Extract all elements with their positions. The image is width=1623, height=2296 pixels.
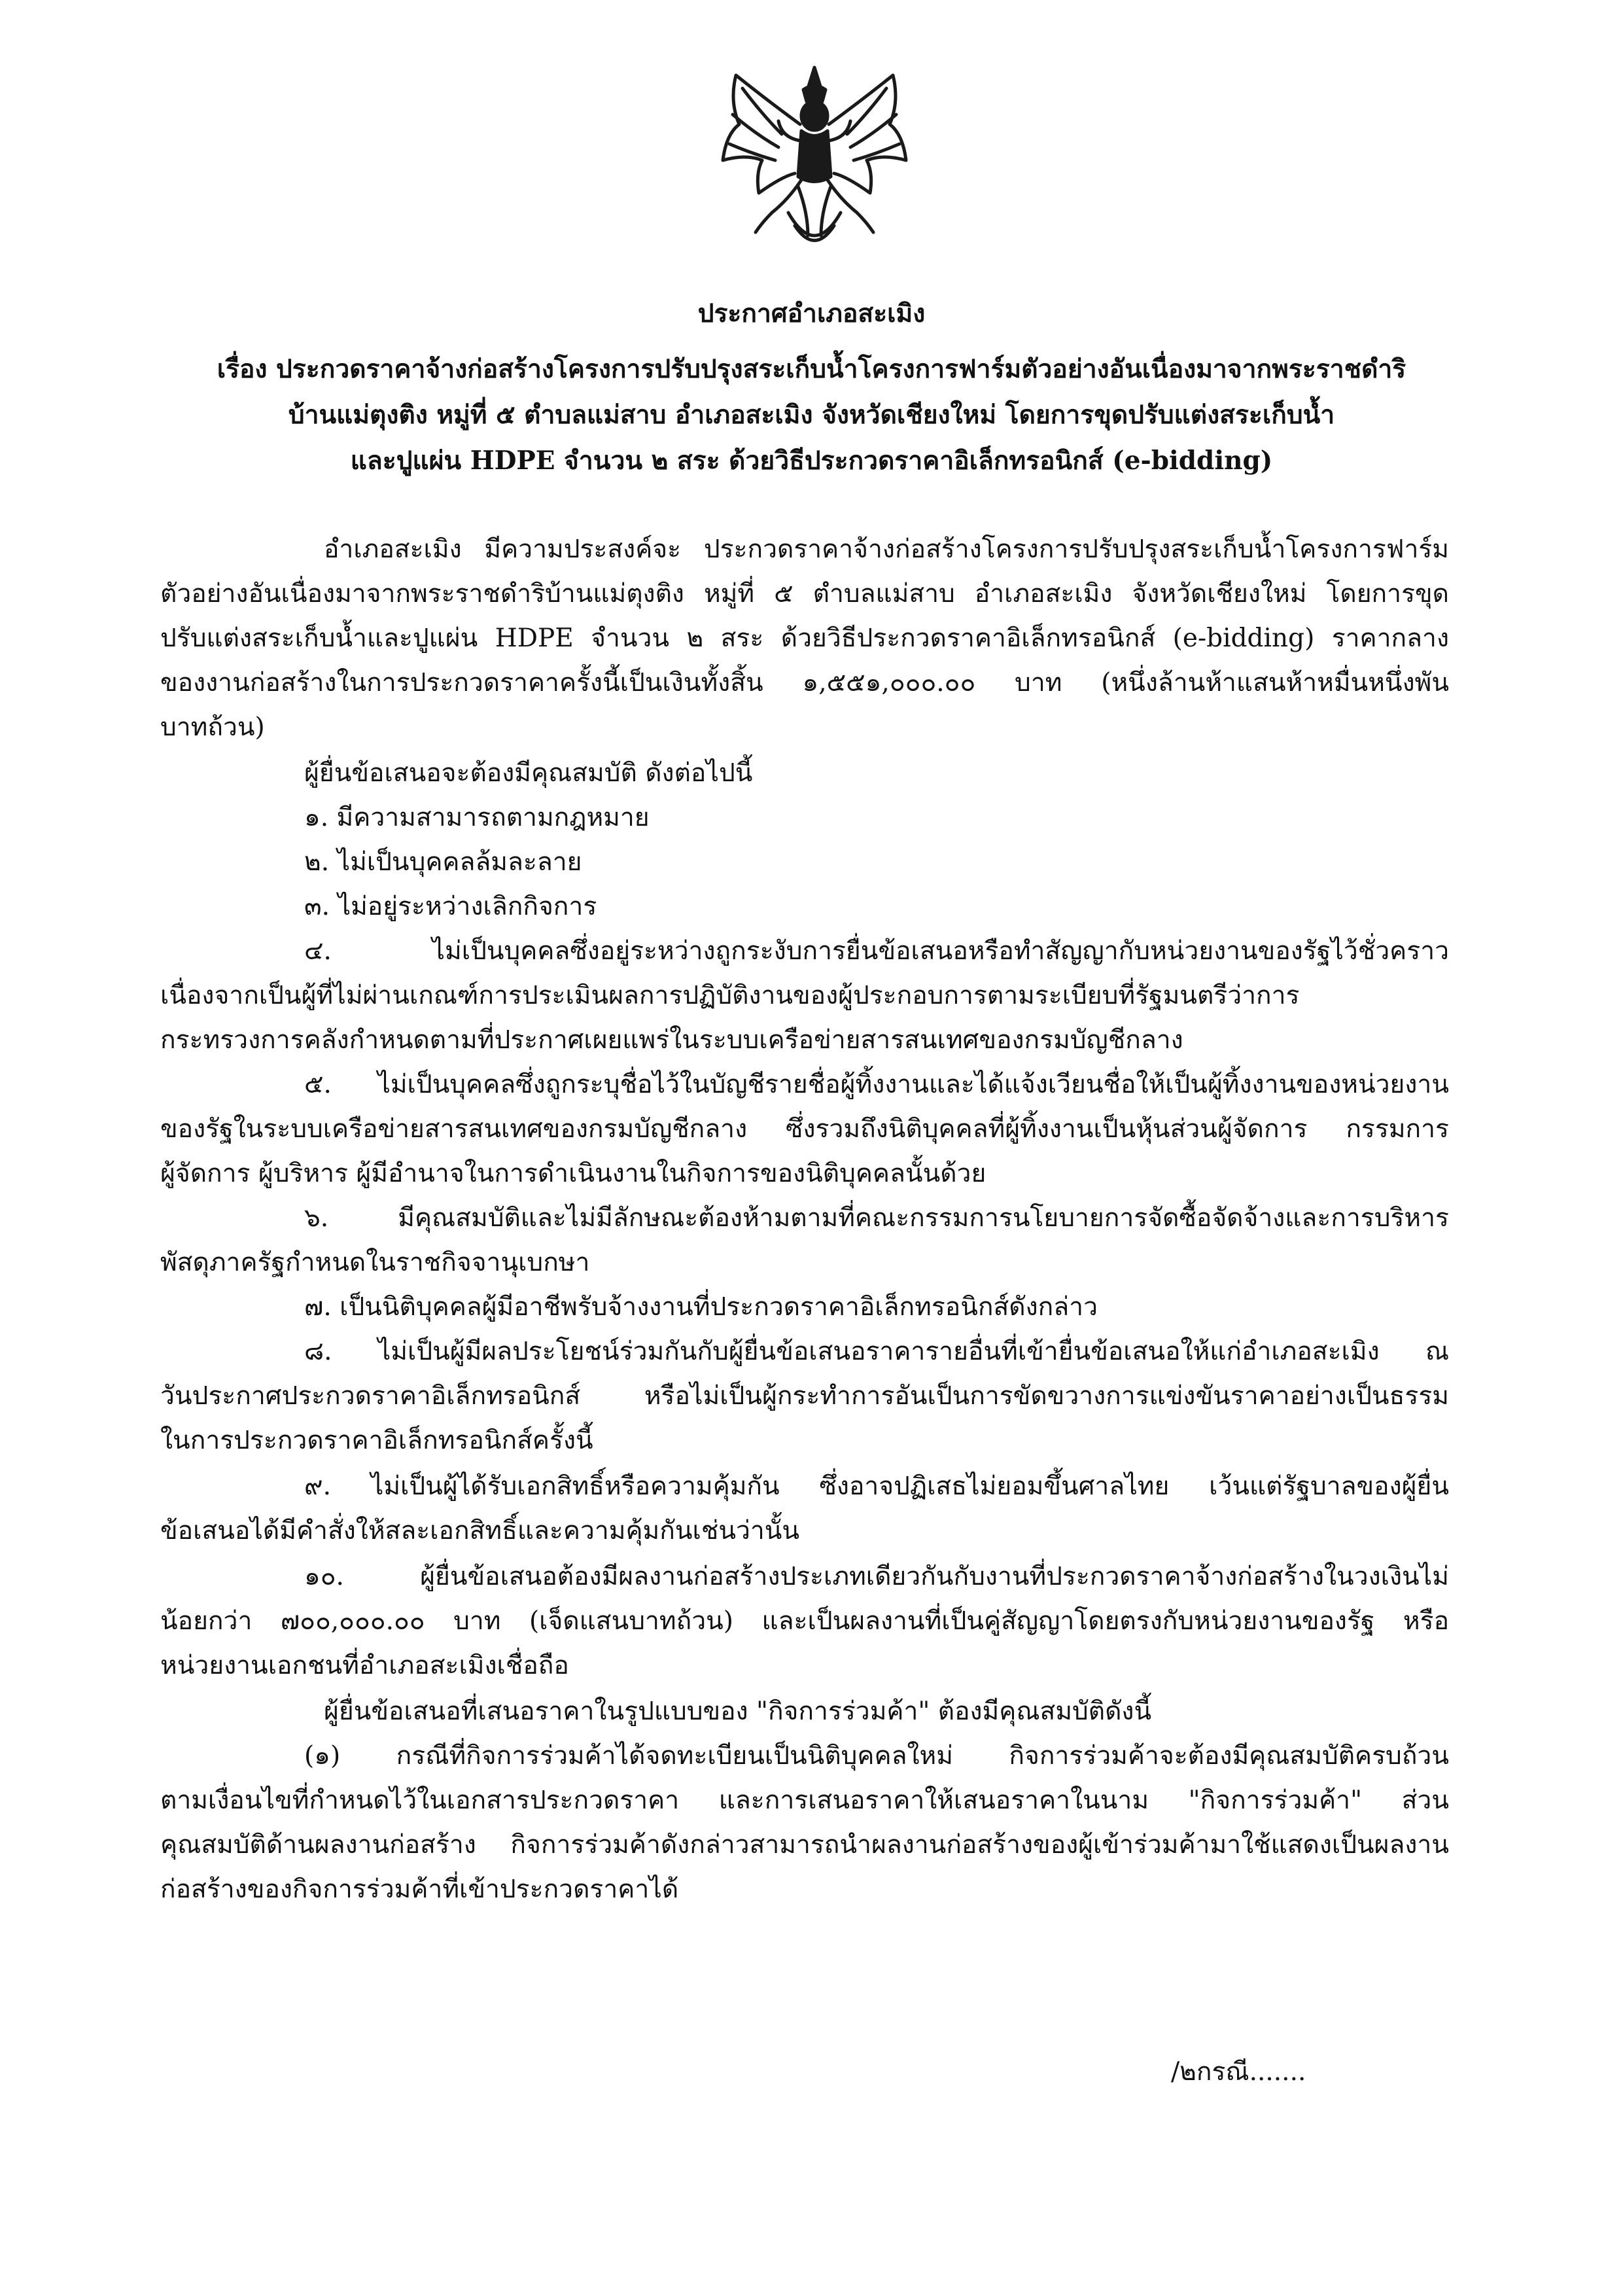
intro-line: บาทถ้วน) [160,713,265,742]
qualification-item: พัสดุภาครัฐกำหนดในราชกิจจานุเบกษา [160,1248,590,1277]
qualification-item: ของรัฐในระบบเครือข่ายสารสนเทศของกรมบัญชีกลาง ซึ่งรวมถึงนิติบุคคลที่ผู้ทิ้งงานเป็นหุ้นส่วนผู้จัดการ กรรมการ [160,1114,1449,1144]
qualification-item: ข้อเสนอได้มีคำสั่งให้สละเอกสิทธิ์และความคุ้มกันเช่นว่านั้น [160,1516,800,1545]
qualification-item: ๒. ไม่เป็นบุคคลล้มละลาย [304,847,582,877]
qualification-item: ๘. ไม่เป็นผู้มีผลประโยชน์ร่วมกันกับผู้ยื่นข้อเสนอราคารายอื่นที่เข้ายื่นข้อเสนอให้แก่อำเภอสะเมิง ณ [304,1337,1449,1366]
subject-line-3: และปูแผ่น HDPE จำนวน ๒ สระ ด้วยวิธีประกวดราคาอิเล็กทรอนิกส์ (e-bidding) [350,446,1273,476]
intro-line: ของงานก่อสร้างในการประกวดราคาครั้งนี้เป็นเงินทั้งสิ้น ๑,๕๕๑,๐๐๐.๐๐ บาท (หนึ่งล้านห้าแสนห้าหมื่นหนึ่งพัน [160,668,1449,698]
joint-venture-heading: ผู้ยื่นข้อเสนอที่เสนอราคาในรูปแบบของ "กิจการร่วมค้า" ต้องมีคุณสมบัติดังนี้ [324,1697,1152,1726]
qualification-item: น้อยกว่า ๗๐๐,๐๐๐.๐๐ บาท (เจ็ดแสนบาทถ้วน) และเป็นผลงานที่เป็นคู่สัญญาโดยตรงกับหน่วยงานของรัฐ หรือ [160,1606,1449,1636]
qualification-item: ในการประกวดราคาอิเล็กทรอนิกส์ครั้งนี้ [160,1426,593,1455]
qualification-item: ๔. ไม่เป็นบุคคลซึ่งอยู่ระหว่างถูกระงับการยื่นข้อเสนอหรือทำสัญญากับหน่วยงานของรัฐไว้ชั่วคราว [304,936,1449,966]
qualification-item: ๗. เป็นนิติบุคคลผู้มีอาชีพรับจ้างงานที่ประกวดราคาอิเล็กทรอนิกส์ดังกล่าว [304,1292,1098,1322]
joint-venture-item: ก่อสร้างของกิจการร่วมค้าที่เข้าประกวดราคาได้ [160,1875,679,1904]
joint-venture-item: คุณสมบัติด้านผลงานก่อสร้าง กิจการร่วมค้าดังกล่าวสามารถนำผลงานก่อสร้างของผู้เข้าร่วมค้ามาใช้แสดงเป็นผลงาน [160,1830,1449,1860]
qualification-item: ๕. ไม่เป็นบุคคลซึ่งถูกระบุชื่อไว้ในบัญชีรายชื่อผู้ทิ้งงานและได้แจ้งเวียนชื่อให้เป็นผู้ทิ้งงานของหน่วยงาน [304,1070,1449,1099]
joint-venture-item: (๑) กรณีที่กิจการร่วมค้าได้จดทะเบียนเป็นนิติบุคคลใหม่ กิจการร่วมค้าจะต้องมีคุณสมบัติครบถ้วน [304,1741,1449,1771]
qualification-item: ๓. ไม่อยู่ระหว่างเลิกกิจการ [304,892,597,921]
subject-line-2: บ้านแม่ตุงติง หมู่ที่ ๕ ตำบลแม่สาบ อำเภอสะเมิง จังหวัดเชียงใหม่ โดยการขุดปรับแต่งสระเก็บน้ำ [288,400,1335,430]
qualification-item: หน่วยงานเอกชนที่อำเภอสะเมิงเชื่อถือ [160,1651,569,1680]
intro-line: ตัวอย่างอันเนื่องมาจากพระราชดำริบ้านแม่ตุงติง หมู่ที่ ๕ ตำบลแม่สาบ อำเภอสะเมิง จังหวัดเชียงใหม่ โดยการขุด [160,579,1449,609]
intro-line: อำเภอสะเมิง มีความประสงค์จะ ประกวดราคาจ้างก่อสร้างโครงการปรับปรุงสระเก็บน้ำโครงการฟาร์ม [324,535,1449,564]
qualification-item: เนื่องจากเป็นผู้ที่ไม่ผ่านเกณฑ์การประเมินผลการปฏิบัติงานของผู้ประกอบการตามระเบียบที่รัฐมนตรีว่าการ [160,981,1300,1010]
qualification-item: วันประกาศประกวดราคาอิเล็กทรอนิกส์ หรือไม่เป็นผู้กระทำการอันเป็นการขัดขวางการแข่งขันราคาอย่างเป็นธรรม [160,1381,1449,1411]
qualifications-heading: ผู้ยื่นข้อเสนอจะต้องมีคุณสมบัติ ดังต่อไปนี้ [304,758,753,788]
joint-venture-item: ตามเงื่อนไขที่กำหนดไว้ในเอกสารประกวดราคา และการเสนอราคาให้เสนอราคาในนาม "กิจการร่วมค้า" ส่วน [160,1786,1449,1815]
qualification-item: ๑. มีความสามารถตามกฎหมาย [304,803,650,832]
qualification-item: ๙. ไม่เป็นผู้ได้รับเอกสิทธิ์หรือความคุ้มกัน ซึ่งอาจปฏิเสธไม่ยอมขึ้นศาลไทย เว้นแต่รัฐบาลของผู้ยื่น [304,1472,1449,1501]
subject-line-1: เรื่อง ประกวดราคาจ้างก่อสร้างโครงการปรับปรุงสระเก็บน้ำโครงการฟาร์มตัวอย่างอันเนื่องมาจากพระราชดำริ [217,354,1406,384]
announcement-issuer: ประกาศอำเภอสะเมิง [697,298,926,328]
qualification-item: ๑๐. ผู้ยื่นข้อเสนอต้องมีผลงานก่อสร้างประเภทเดียวกันกับงานที่ประกวดราคาจ้างก่อสร้างในวงเงินไม่ [304,1562,1449,1591]
qualification-item: กระทรวงการคลังกำหนดตามที่ประกาศเผยแพร่ในระบบเครือข่ายสารสนเทศของกรมบัญชีกลาง [160,1025,1183,1055]
qualification-item: ผู้จัดการ ผู้บริหาร ผู้มีอำนาจในการดำเนินงานในกิจการของนิติบุคคลนั้นด้วย [160,1159,986,1188]
page-continuation-marker: /๒กรณี....... [1171,2057,1306,2087]
qualification-item: ๖. มีคุณสมบัติและไม่มีลักษณะต้องห้ามตามที่คณะกรรมการนโยบายการจัดซื้อจัดจ้างและการบริหาร [304,1203,1449,1233]
intro-line: ปรับแต่งสระเก็บน้ำและปูแผ่น HDPE จำนวน ๒ สระ ด้วยวิธีประกวดราคาอิเล็กทรอนิกส์ (e-bidding) ราคากลาง [160,624,1449,653]
garuda-emblem-icon [710,62,919,265]
